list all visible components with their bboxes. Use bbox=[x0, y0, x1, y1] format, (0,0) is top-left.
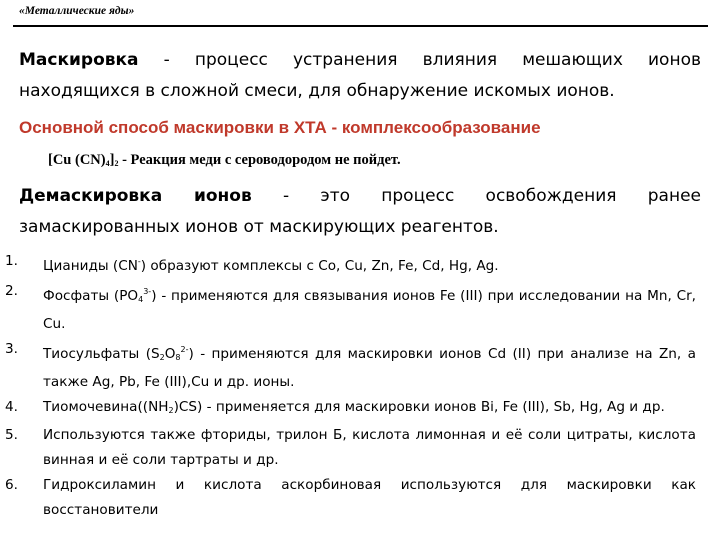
item-text: Тиомочевина((NH bbox=[43, 399, 169, 415]
example-text: Реакция меди с сероводородом не пойдет. bbox=[130, 152, 401, 168]
list-number: 4. bbox=[5, 399, 18, 415]
formula-subscript: 2 bbox=[114, 159, 119, 168]
masking-agents-list bbox=[0, 249, 710, 523]
example-line bbox=[48, 152, 401, 169]
list-item bbox=[0, 423, 696, 473]
item-text: ) - применяются для связывания ионов Fe (III) при исследовании на Mn, Cr, Cu. bbox=[43, 288, 696, 332]
item-text: )CS) - применяется для маскировки ионов Bi, Fe (III), Sb, Hg, Ag и др. bbox=[173, 399, 665, 415]
item-text: Цианиды (CN bbox=[43, 258, 138, 274]
superscript: - bbox=[137, 257, 141, 266]
item-text: ) - применяются для маскировки ионов Cd (II) при анализе на Zn, а также Ag, Pb, Fe (III),Cu и др. ионы. bbox=[43, 346, 696, 390]
demasking-term: Демаскировка ионов bbox=[19, 186, 252, 206]
list-item bbox=[0, 249, 696, 279]
masking-paragraph bbox=[19, 45, 701, 107]
item-text: O bbox=[164, 346, 176, 362]
list-item bbox=[0, 337, 696, 395]
item-text: Тиосульфаты (S bbox=[43, 346, 160, 362]
list-item bbox=[0, 279, 696, 337]
subscript: 8 bbox=[175, 353, 181, 362]
slide-header: «Металлические яды» bbox=[19, 5, 135, 17]
item-text: Фосфаты (PO bbox=[43, 288, 139, 304]
item-text: ) образуют комплексы с Co, Cu, Zn, Fe, Cd, Hg, Ag. bbox=[140, 258, 499, 274]
superscript: 2- bbox=[180, 345, 189, 354]
demasking-definition: - это процесс освобождения ранее замаскированных ионов от маскирующих реагентов. bbox=[19, 186, 702, 237]
subscript: 2 bbox=[159, 353, 165, 362]
item-text: Гидроксиламин и кислота аскорбиновая используются для маскировки как восстановители bbox=[43, 477, 696, 518]
list-number: 2. bbox=[5, 283, 18, 299]
masking-definition: - процесс устранения влияния мешающих ионов находящихся в сложной смеси, для обнаружение искомых ионов. bbox=[19, 50, 701, 101]
formula-part: - bbox=[118, 152, 131, 168]
demasking-paragraph bbox=[19, 181, 701, 243]
subscript: 2 bbox=[168, 406, 174, 415]
subscript: 4 bbox=[138, 295, 144, 304]
list-item bbox=[0, 395, 696, 423]
formula-part: [Cu (CN) bbox=[48, 152, 106, 168]
header-rule bbox=[13, 25, 708, 27]
item-text: Используются также фториды, трилон Б, кислота лимонная и её соли цитраты, кислота винная и её соли тартраты и др. bbox=[43, 427, 696, 468]
list-number: 6. bbox=[5, 477, 18, 493]
formula-subscript: 4 bbox=[105, 159, 110, 168]
masking-term: Маскировка bbox=[19, 50, 139, 70]
superscript: 3- bbox=[143, 287, 152, 296]
list-item bbox=[0, 473, 696, 523]
list-number: 1. bbox=[5, 253, 18, 269]
main-method: Основной способ маскировки в ХТА - комплексообразование bbox=[19, 118, 541, 137]
list-number: 3. bbox=[5, 341, 18, 357]
list-number: 5. bbox=[5, 427, 18, 443]
formula-part: ] bbox=[109, 152, 115, 168]
